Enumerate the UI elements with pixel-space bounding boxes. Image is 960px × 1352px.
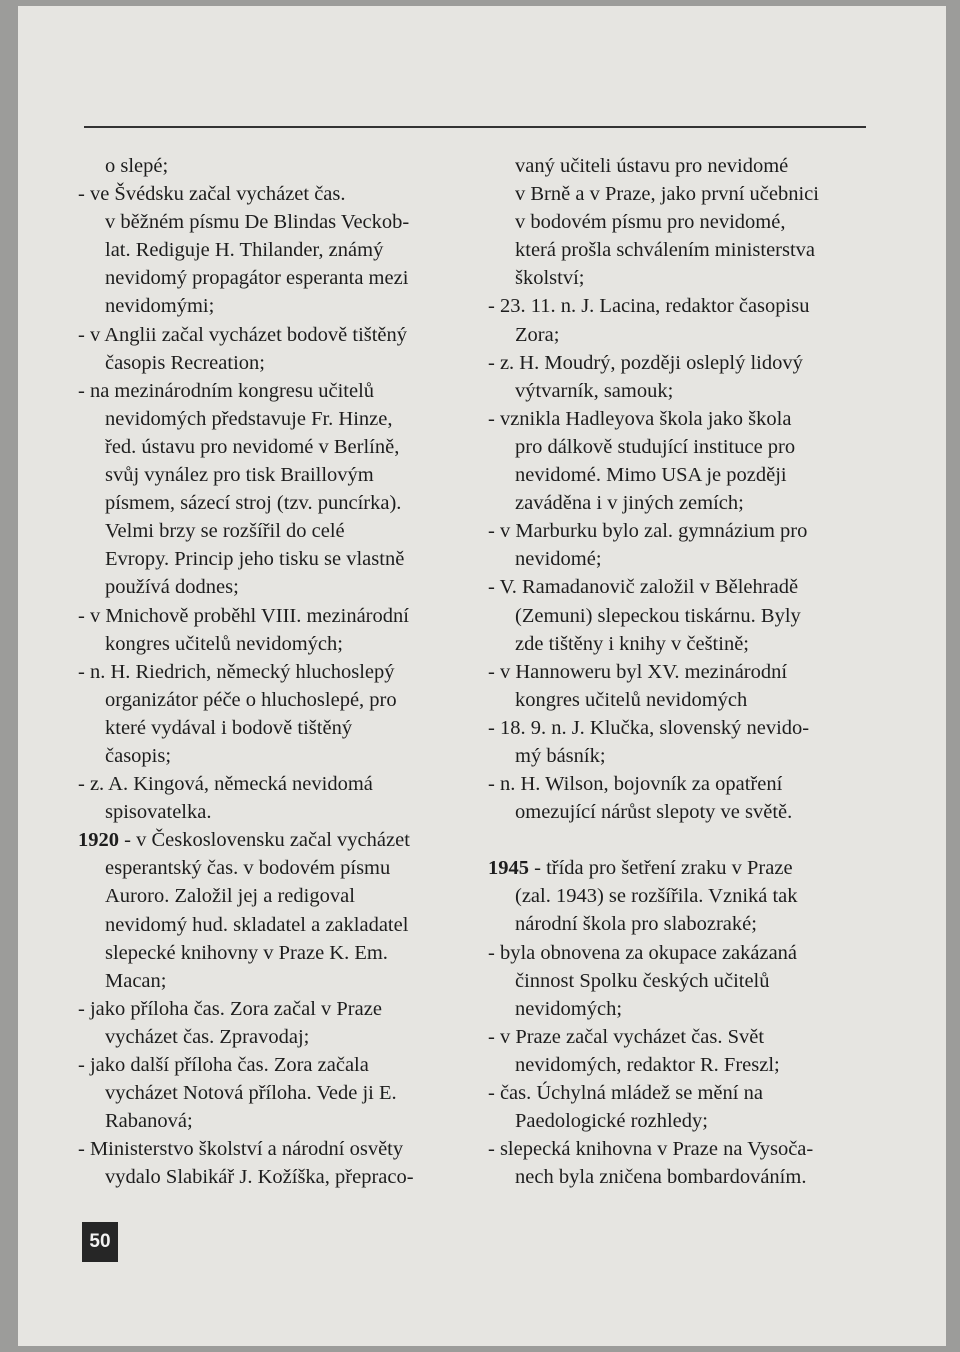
text-line xyxy=(488,349,880,377)
text-line xyxy=(78,264,488,292)
line-text: omezující nárůst slepoty ve světě. xyxy=(515,801,793,824)
line-text: - 18. 9. n. J. Klučka, slovenský nevido- xyxy=(488,716,810,739)
text-line xyxy=(78,461,488,489)
text-line xyxy=(78,630,488,658)
text-line xyxy=(488,489,880,517)
text-line xyxy=(78,405,488,433)
text-line xyxy=(78,1107,488,1135)
line-text: lat. Rediguje H. Thilander, známý xyxy=(105,239,384,262)
line-text: časopis; xyxy=(105,744,172,767)
text-line xyxy=(488,939,880,967)
text-line xyxy=(78,826,488,854)
line-text: - Ministerstvo školství a národní osvěty xyxy=(78,1138,404,1161)
text-line xyxy=(488,882,880,910)
line-text: národní škola pro slabozraké; xyxy=(515,913,757,936)
text-line xyxy=(78,854,488,882)
text-line xyxy=(78,995,488,1023)
line-text: vydalo Slabikář J. Kožíška, přepraco- xyxy=(105,1166,414,1189)
text-line xyxy=(488,770,880,798)
line-text: nevidomý propagátor esperanta mezi xyxy=(105,267,409,290)
line-text: nevidomých, redaktor R. Freszl; xyxy=(515,1053,780,1076)
text-line xyxy=(488,967,880,995)
text-line xyxy=(78,911,488,939)
line-text: organizátor péče o hluchoslepé, pro xyxy=(105,688,397,711)
line-text: výtvarník, samouk; xyxy=(515,379,674,402)
text-line xyxy=(488,1079,880,1107)
line-text: zaváděna i v jiných zemích; xyxy=(515,492,744,515)
line-text: mý básník; xyxy=(515,744,606,767)
line-text: nevidomými; xyxy=(105,295,215,318)
line-text: - v Anglii začal vycházet bodově tištěný xyxy=(78,323,408,346)
text-line xyxy=(78,1023,488,1051)
text-line xyxy=(78,1135,488,1163)
line-text: vycházet Notová příloha. Vede ji E. xyxy=(105,1082,397,1105)
text-line xyxy=(488,517,880,545)
text-line xyxy=(488,377,880,405)
line-text: Evropy. Princip jeho tisku se vlastně xyxy=(105,548,405,571)
text-line xyxy=(488,658,880,686)
text-line xyxy=(78,742,488,770)
text-line xyxy=(78,714,488,742)
text-line xyxy=(488,1107,880,1135)
line-text: - v Mnichově proběhl VIII. mezinárodní xyxy=(78,604,409,627)
line-text: Rabanová; xyxy=(105,1110,193,1133)
text-line xyxy=(78,236,488,264)
line-text: vycházet čas. Zpravodaj; xyxy=(105,1025,310,1048)
line-text: svůj vynález pro tisk Braillovým xyxy=(105,464,374,487)
text-line xyxy=(488,236,880,264)
line-text: v Brně a v Praze, jako první učebnici xyxy=(515,183,819,206)
left-text-column xyxy=(78,152,488,1191)
text-line xyxy=(488,714,880,742)
text-line xyxy=(488,1023,880,1051)
text-line xyxy=(488,995,880,1023)
line-text: - jako příloha čas. Zora začal v Praze xyxy=(78,997,382,1020)
text-line xyxy=(78,377,488,405)
paragraph-gap xyxy=(488,826,880,854)
page-number: 50 xyxy=(82,1222,118,1262)
line-text: písmem, sázecí stroj (tzv. puncírka). xyxy=(105,492,402,515)
line-text: pro dálkově studující instituce pro xyxy=(515,435,796,458)
line-text: - 23. 11. n. J. Lacina, redaktor časopisu xyxy=(488,295,810,318)
text-line xyxy=(78,545,488,573)
text-line xyxy=(488,854,880,882)
line-text: nevidomý hud. skladatel a zakladatel xyxy=(105,913,409,936)
text-line xyxy=(78,489,488,517)
text-line xyxy=(488,910,880,938)
line-text: - vznikla Hadleyova škola jako škola xyxy=(488,407,792,430)
line-text: o slepé; xyxy=(105,155,169,177)
right-text-column xyxy=(488,152,880,1191)
text-line xyxy=(488,798,880,826)
text-line xyxy=(488,152,880,180)
text-line xyxy=(78,770,488,798)
text-line xyxy=(488,433,880,461)
text-line xyxy=(78,180,488,208)
line-text: - z. A. Kingová, německá nevidomá xyxy=(78,773,373,796)
text-line xyxy=(488,1163,880,1191)
line-text: které vydával i bodově tištěný xyxy=(105,716,353,739)
text-line xyxy=(78,939,488,967)
line-text: činnost Spolku českých učitelů xyxy=(515,969,770,992)
line-text: - V. Ramadanovič založil v Bělehradě xyxy=(488,576,799,599)
line-text: používá dodnes; xyxy=(105,576,239,599)
text-line xyxy=(78,517,488,545)
line-text: vaný učiteli ústavu pro nevidomé xyxy=(515,155,789,177)
line-text: nevidomých představuje Fr. Hinze, xyxy=(105,407,393,430)
line-text: zde tištěny i knihy v češtině; xyxy=(515,632,749,655)
text-line xyxy=(78,686,488,714)
line-text: kongres učitelů nevidomých xyxy=(515,688,748,711)
text-line xyxy=(488,742,880,770)
year-heading: 1945 xyxy=(488,857,529,880)
text-line xyxy=(488,292,880,320)
text-line xyxy=(488,630,880,658)
line-text: - v Hannoweru byl XV. mezinárodní xyxy=(488,660,788,683)
line-text: - n. H. Wilson, bojovník za opatření xyxy=(488,773,783,796)
line-text: - jako další příloha čas. Zora začala xyxy=(78,1054,369,1076)
text-line xyxy=(78,967,488,995)
text-line xyxy=(78,292,488,320)
line-text: řed. ústavu pro nevidomé v Berlíně, xyxy=(105,435,400,458)
line-text: časopis Recreation; xyxy=(105,351,265,374)
line-text: školství; xyxy=(515,267,585,290)
line-text: v běžném písmu De Blindas Veckob- xyxy=(105,211,410,234)
text-line xyxy=(488,321,880,349)
line-text: - v Marburku bylo zal. gymnázium pro xyxy=(488,520,808,543)
line-text: - slepecká knihovna v Praze na Vysoča- xyxy=(488,1138,814,1161)
line-text: která prošla schválením ministerstva xyxy=(515,239,816,262)
text-line xyxy=(488,1051,880,1079)
line-text: esperantský čas. v bodovém písmu xyxy=(105,857,391,880)
line-text: - ve Švédsku začal vycházet čas. xyxy=(78,183,346,206)
text-line xyxy=(488,405,880,433)
line-text: (Zemuni) slepeckou tiskárnu. Byly xyxy=(515,604,801,627)
text-line xyxy=(488,573,880,601)
text-line xyxy=(78,573,488,601)
line-text: slepecké knihovny v Praze K. Em. xyxy=(105,941,388,964)
line-text: - třída pro šetření zraku v Praze xyxy=(529,857,793,880)
text-line xyxy=(78,658,488,686)
line-text: Zora; xyxy=(515,323,560,346)
text-line xyxy=(78,349,488,377)
text-line xyxy=(78,152,488,180)
line-text: nevidomých; xyxy=(515,997,623,1020)
line-text: Paedologické rozhledy; xyxy=(515,1110,708,1133)
year-heading: 1920 xyxy=(78,829,119,852)
line-text: - v Československu začal vycházet xyxy=(119,829,410,852)
line-text: nevidomé. Mimo USA je později xyxy=(515,464,787,487)
text-line xyxy=(78,798,488,826)
line-text: - byla obnovena za okupace zakázaná xyxy=(488,941,798,964)
line-text: - v Praze začal vycházet čas. Svět xyxy=(488,1025,765,1048)
text-line xyxy=(488,264,880,292)
line-text: nevidomé; xyxy=(515,548,602,571)
line-text: spisovatelka. xyxy=(105,801,212,824)
line-text: (zal. 1943) se rozšířila. Vzniká tak xyxy=(515,885,798,908)
line-text: Macan; xyxy=(105,969,167,992)
text-line xyxy=(488,208,880,236)
line-text: kongres učitelů nevidomých; xyxy=(105,632,343,655)
text-line xyxy=(488,686,880,714)
text-line xyxy=(78,882,488,910)
line-text: Velmi brzy se rozšířil do celé xyxy=(105,520,345,543)
line-text: - n. H. Riedrich, německý hluchoslepý xyxy=(78,660,395,683)
text-line xyxy=(488,1135,880,1163)
text-line xyxy=(78,321,488,349)
line-text: v bodovém písmu pro nevidomé, xyxy=(515,211,786,234)
text-line xyxy=(488,602,880,630)
text-line xyxy=(78,1051,488,1079)
text-line xyxy=(78,1079,488,1107)
header-rule xyxy=(84,126,866,128)
text-line xyxy=(78,433,488,461)
line-text: - čas. Úchylná mládež se mění na xyxy=(488,1082,763,1104)
line-text: - na mezinárodním kongresu učitelů xyxy=(78,379,375,402)
text-line xyxy=(488,461,880,489)
text-line xyxy=(78,208,488,236)
text-line xyxy=(78,1163,488,1191)
text-line xyxy=(488,545,880,573)
text-line xyxy=(78,602,488,630)
line-text: nech byla zničena bombardováním. xyxy=(515,1166,807,1189)
line-text: - z. H. Moudrý, později osleplý lidový xyxy=(488,351,803,374)
text-line xyxy=(488,180,880,208)
line-text: Auroro. Založil jej a redigoval xyxy=(105,885,355,908)
